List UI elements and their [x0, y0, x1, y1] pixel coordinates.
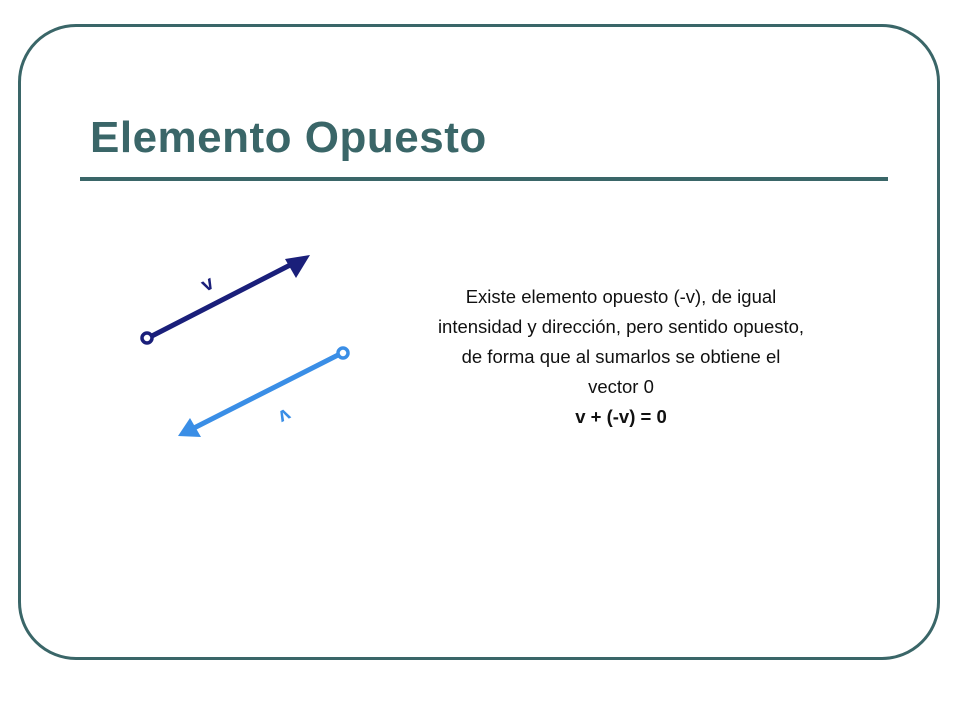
vector-v-origin — [142, 333, 152, 343]
slide-title: Elemento Opuesto — [90, 113, 487, 162]
vector-diagram — [120, 230, 380, 460]
formula-text: v + (-v) = 0 — [575, 406, 667, 427]
vector-opposite-label: v — [274, 403, 295, 429]
vector-opposite-shaft — [194, 354, 340, 428]
description-block — [436, 282, 806, 432]
vector-v — [142, 255, 310, 343]
vector-opposite-origin — [338, 348, 348, 358]
title-underline — [80, 177, 888, 181]
vector-opposite — [178, 348, 348, 437]
description-text: Existe elemento opuesto (-v), de igual intensidad y dirección, pero sentido opuesto, de forma que al sumarlos se obtiene el vector 0 — [437, 286, 805, 397]
vector-v-label: v — [197, 271, 218, 297]
vector-v-shaft — [148, 262, 296, 338]
